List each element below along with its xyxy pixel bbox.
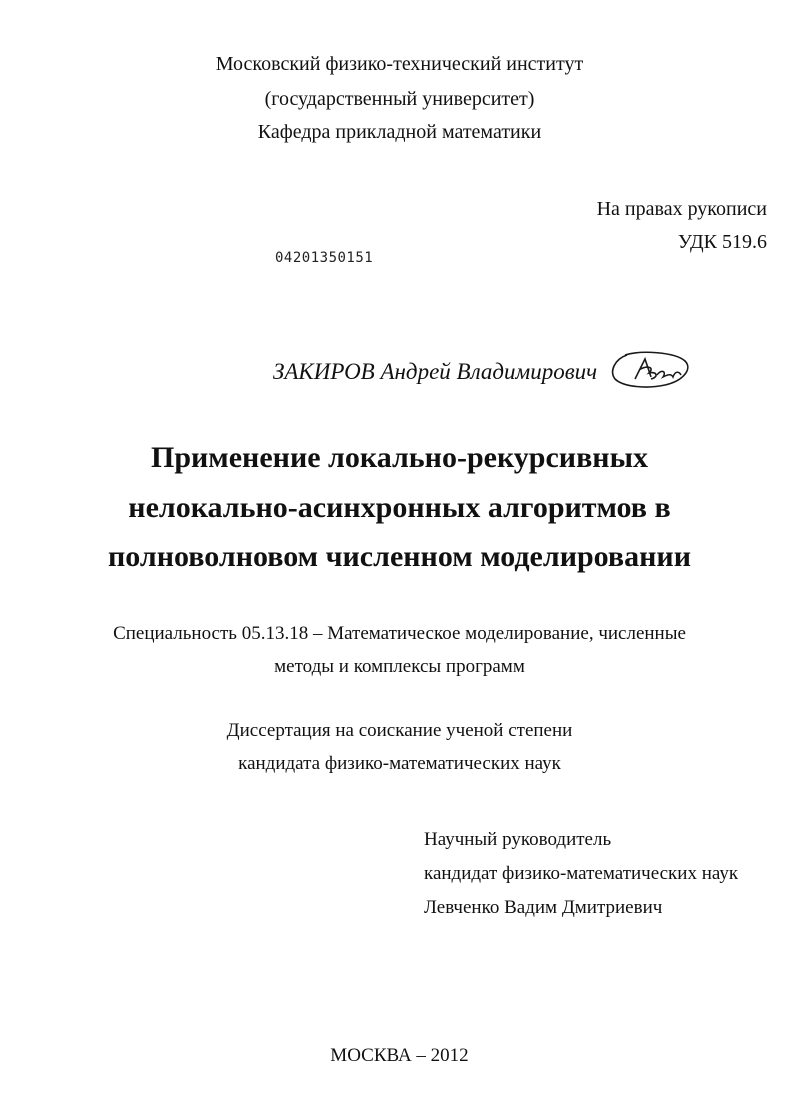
specialty-line-1: Специальность 05.13.18 – Математическое моделирование, численные [113,623,686,644]
registration-code: 04201350151 [275,250,374,266]
department-name: Кафедра прикладной математики [257,121,542,143]
manuscript-rights: На правах рукописи [596,198,767,220]
author-name: ЗАКИРОВ Андрей Владимирович [273,359,598,384]
city-year: МОСКВА – 2012 [330,1045,469,1066]
supervisor-name: Левченко Вадим Дмитриевич [424,897,663,918]
dissertation-line-2: кандидата физико-математических наук [238,753,561,774]
signature-icon [611,349,691,395]
udc-code: УДК 519.6 [677,231,767,253]
title-line-1: Применение локально-рекурсивных [151,441,648,474]
supervisor-role: Научный руководитель [424,829,612,850]
university-status: (государственный университет) [264,88,535,110]
dissertation-line-1: Диссертация на соискание ученой степени [226,720,573,741]
title-line-3: полноволновом численном моделировании [108,540,691,573]
specialty-line-2: методы и комплексы программ [274,656,525,677]
institute-name: Московский физико-технический институт [215,53,584,75]
supervisor-degree: кандидат физико-математических наук [424,863,739,884]
title-line-2: нелокально-асинхронных алгоритмов в [128,491,671,524]
